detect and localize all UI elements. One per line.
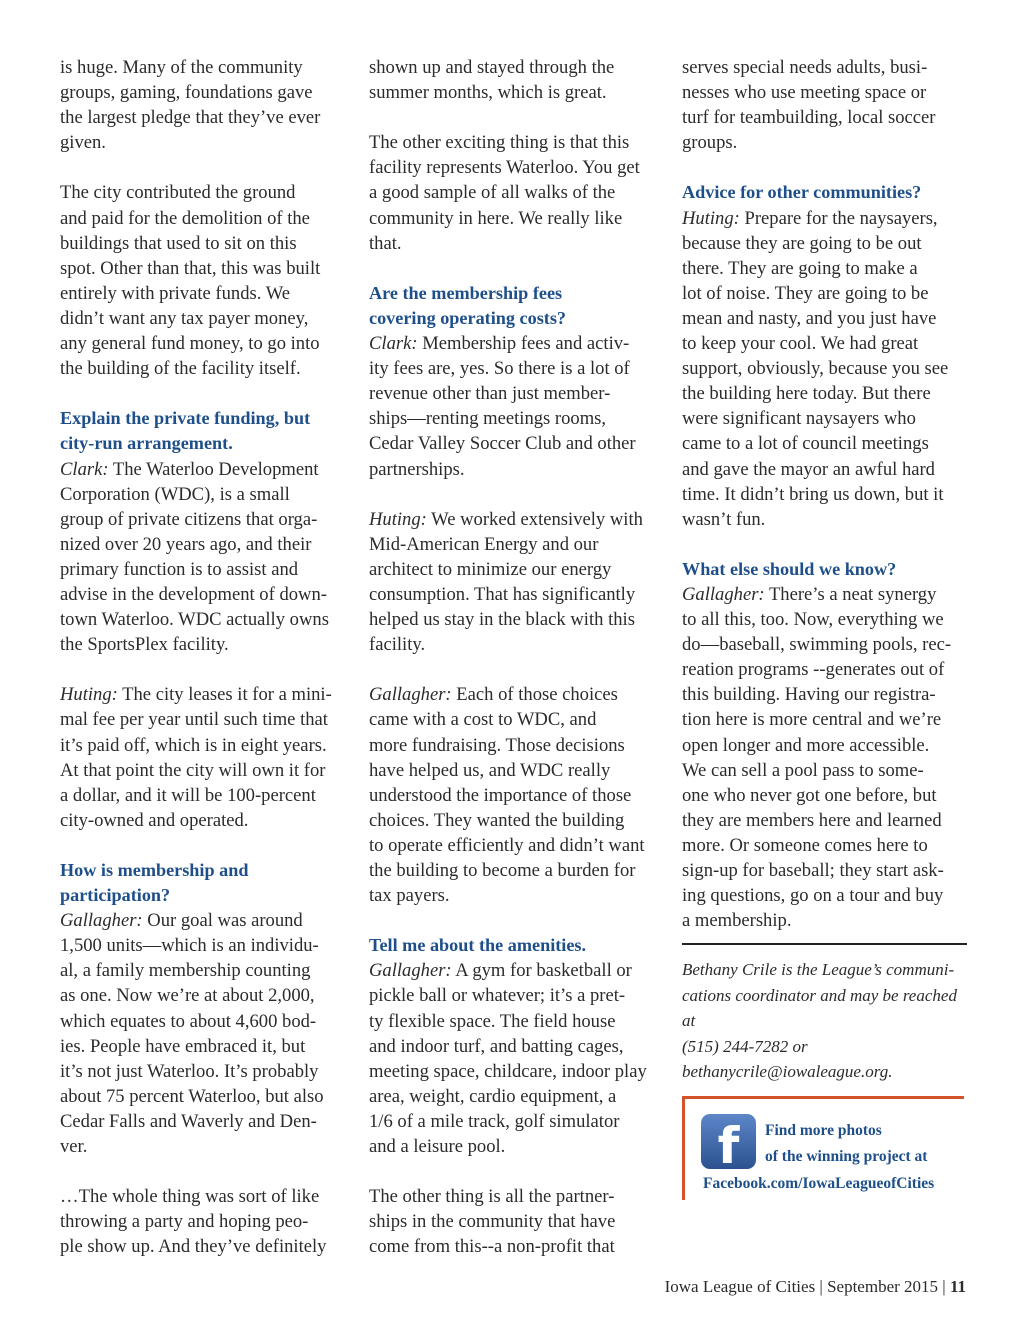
callout-line: of the winning project at bbox=[765, 1148, 928, 1165]
paragraph bbox=[682, 206, 967, 532]
answer-text: The Waterloo Development Corporation (WDC), is a small group of private citizens that orga- nized over 20 years ago, and their primary function is to assist and advise in the development of down- town Waterloo. WDC actually owns the SportsPlex facility. bbox=[60, 458, 329, 656]
speaker-name: Gallagher: bbox=[682, 583, 765, 605]
paragraph: is huge. Many of the community groups, gaming, foundations gave the largest pledge that they’ve ever given. bbox=[60, 57, 321, 154]
speaker-name: Clark: bbox=[60, 458, 109, 480]
paragraph bbox=[682, 582, 967, 933]
paragraph: The other thing is all the partner- ships in the community that have come from this--a non-profit that bbox=[369, 1186, 616, 1258]
page-number: 11 bbox=[949, 1277, 966, 1296]
answer-text: Each of those choices came with a cost to WDC, and more fundraising. Those decisions have helped us, and WDC really understood the importance of those choices. They wanted the building to operate efficiently and didn’t want the building to become a burden for tax payers. bbox=[369, 684, 645, 907]
paragraph: The other exciting thing is that this facility represents Waterloo. You get a good sample of all walks of the community in here. We really like that. bbox=[369, 132, 640, 254]
answer-text: A gym for basketball or pickle ball or whatever; it’s a pret- ty flexible space. The field house and indoor turf, and batting cages, meeting space, childcare, indoor play area, weight, cardio equipment, a 1/6 of a mile track, golf simulator and a leisure pool. bbox=[369, 960, 647, 1158]
facebook-link[interactable]: Facebook.com/IowaLeagueofCities bbox=[703, 1175, 935, 1192]
callout-line: Find more photos bbox=[765, 1122, 882, 1139]
facebook-icon: f bbox=[701, 1114, 756, 1169]
paragraph bbox=[369, 958, 659, 1159]
author-bio: Bethany Crile is the League’s communi- cations coordinator and may be reached at (515) 244-7282 or bethanycrile@iowaleague.org. bbox=[682, 960, 957, 1082]
answer-text: The city leases it for a mini- mal fee per year until such time that it’s paid off, which is in eight years. At that point the city will own it for a dollar, and it will be 100-percent city-owned and operated. bbox=[60, 684, 332, 831]
speaker-name: Gallagher: bbox=[60, 910, 143, 932]
divider bbox=[682, 943, 967, 945]
question-heading: Explain the private funding, but city-run arrangement. bbox=[60, 408, 311, 454]
paragraph bbox=[60, 457, 342, 658]
paragraph bbox=[60, 908, 342, 1159]
paragraph bbox=[369, 331, 659, 482]
speaker-name: Huting: bbox=[60, 684, 118, 706]
column-1 bbox=[60, 55, 342, 1260]
paragraph: serves special needs adults, busi- nesses who use meeting space or turf for teambuilding, local soccer groups. bbox=[682, 57, 936, 154]
question-heading: Tell me about the amenities. bbox=[369, 935, 587, 956]
speaker-name: Clark: bbox=[369, 333, 418, 355]
question-heading: Are the membership fees covering operating costs? bbox=[369, 282, 566, 328]
paragraph bbox=[369, 682, 659, 908]
speaker-name: Gallagher: bbox=[369, 960, 452, 982]
publication-info: Iowa League of Cities | September 2015 | bbox=[664, 1277, 946, 1296]
answer-text: We worked extensively with Mid-American Energy and our architect to minimize our energy consumption. That has significantly helped us stay in the black with this facility. bbox=[369, 508, 643, 656]
answer-text: Our goal was around 1,500 units—which is an individu- al, a family membership counting as one. Now we’re at about 2,000, which equates to about 4,600 bod- ies. People have embraced it, but it’s not just Waterloo. It’s probably about 75 percent Waterloo, but also Cedar Falls and Waverly and Den- ver. bbox=[60, 910, 324, 1158]
facebook-callout-text bbox=[765, 1118, 965, 1170]
paragraph: The city contributed the ground and paid for the demolition of the buildings that used to sit on this spot. Other than that, this was built entirely with private funds. We didn’t want any tax payer money, any general fund money, to go into the building of the facility itself. bbox=[60, 182, 321, 380]
facebook-callout bbox=[682, 1096, 964, 1200]
paragraph: shown up and stayed through the summer months, which is great. bbox=[369, 57, 615, 104]
question-heading: What else should we know? bbox=[682, 558, 897, 579]
speaker-name: Gallagher: bbox=[369, 684, 452, 706]
paragraph: …The whole thing was sort of like throwing a party and hoping peo- ple show up. And they’ve definitely bbox=[60, 1186, 327, 1258]
paragraph bbox=[369, 507, 659, 658]
speaker-name: Huting: bbox=[369, 508, 427, 530]
answer-text: Membership fees and activ- ity fees are, yes. So there is a lot of revenue other than just member- ships—renting meetings rooms, Cedar Valley Soccer Club and other partnerships. bbox=[369, 333, 636, 480]
speaker-name: Huting: bbox=[682, 207, 740, 229]
question-heading: How is membership and participation? bbox=[60, 860, 249, 906]
answer-text: Prepare for the naysayers, because they are going to be out there. They are going to make a lot of noise. They are going to be mean and nasty, and you just have to keep your cool. We had great support, obviously, because you see the building here today. But there were significant naysayers who came to a lot of council meetings and gave the mayor an awful hard time. It didn’t bring us down, but it wasn’t fun. bbox=[682, 207, 949, 530]
paragraph bbox=[60, 682, 342, 833]
question-heading: Advice for other communities? bbox=[682, 182, 922, 203]
column-2 bbox=[369, 55, 659, 1260]
page-footer bbox=[560, 1277, 966, 1297]
answer-text: There’s a neat synergy to all this, too. Now, everything we do—baseball, swimming pools, rec- reation programs --generates out of this building. Having our registra- tion here is more central and we’re open longer and more accessible. We can sell a pool pass to some- one who never got one before, but they are members here and learned more. Or someone comes here to sign-up for baseball; they start ask- ing questions, go on a tour and buy a membership. bbox=[682, 583, 952, 932]
column-3 bbox=[682, 55, 967, 1085]
